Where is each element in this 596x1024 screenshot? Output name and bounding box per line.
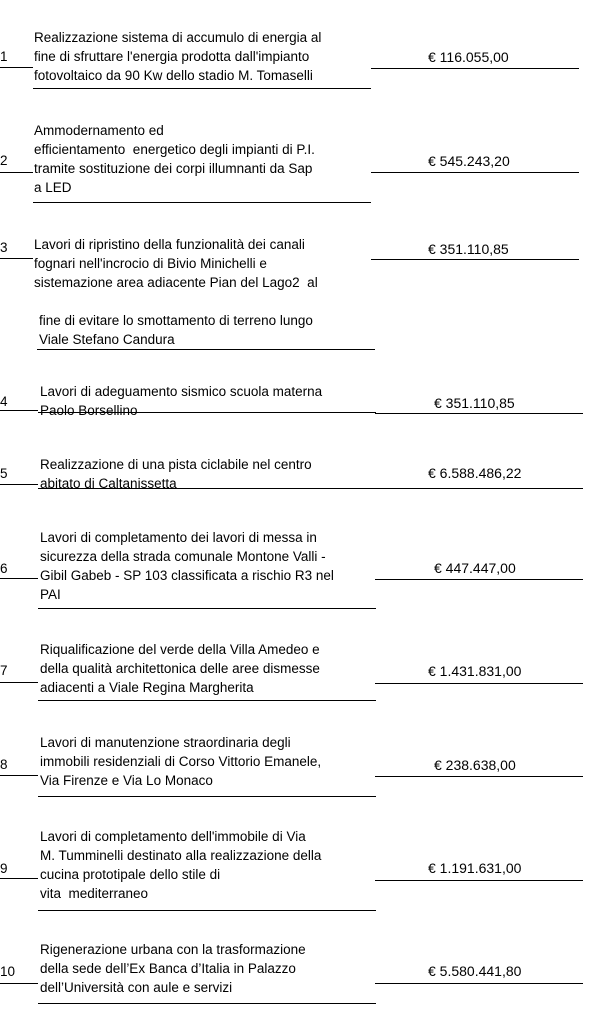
entry-description: Riqualificazione del verde della Villa Amedeo e della qualità architettonica delle aree dismesse adiacenti a Viale Regina Margherita bbox=[40, 642, 320, 695]
description-underline bbox=[33, 88, 371, 89]
entry-description: Realizzazione sistema di accumulo di energia al fine di sfruttare l'energia prodotta dall'impianto fotovoltaico da 90 Kw dello stadio M. Tomaselli bbox=[34, 30, 322, 83]
description-underline bbox=[38, 608, 376, 609]
amount-underline bbox=[375, 579, 583, 580]
entry-amount: € 447.447,00 bbox=[434, 560, 516, 576]
entry-amount: € 238.638,00 bbox=[434, 757, 516, 773]
number-underline bbox=[0, 578, 38, 579]
amount-underline bbox=[371, 172, 579, 173]
entry-number: 5 bbox=[0, 466, 8, 481]
entry-amount: € 545.243,20 bbox=[428, 153, 510, 169]
amount-underline bbox=[375, 880, 583, 881]
entry-description-continued: fine di evitare lo smottamento di terreno lungo Viale Stefano Candura bbox=[39, 313, 313, 347]
entry-number: 9 bbox=[0, 861, 8, 876]
entry-amount: € 6.588.486,22 bbox=[428, 465, 522, 481]
description-underline bbox=[38, 700, 376, 701]
number-underline bbox=[0, 878, 38, 879]
entry-number: 8 bbox=[0, 757, 8, 772]
entry-amount: € 1.431.831,00 bbox=[428, 663, 522, 679]
entry-description: Lavori di ripristino della funzionalità dei canali fognari nell'incrocio di Bivio Minichelli e sistemazione area adiacente Pian del Lago2 al bbox=[34, 237, 318, 290]
entry-number: 10 bbox=[0, 964, 16, 979]
number-underline bbox=[0, 67, 33, 68]
entry-description: Ammodernamento ed efficientamento energetico degli impianti di P.I. tramite sostituzione dei corpi illumnanti da Sap a LED bbox=[34, 123, 315, 195]
description-underline bbox=[38, 1003, 376, 1004]
number-underline bbox=[0, 682, 38, 683]
entry-description: Rigenerazione urbana con la trasformazione della sede dell’Ex Banca d’Italia in Palazzo dell’Università con aule e servizi bbox=[40, 942, 306, 995]
entry-description: Lavori di manutenzione straordinaria degli immobili residenziali di Corso Vittorio Emanele, Via Firenze e Via Lo Monaco bbox=[40, 735, 322, 788]
number-underline bbox=[0, 258, 33, 259]
entry-amount: € 5.580.441,80 bbox=[428, 963, 522, 979]
description-underline bbox=[38, 412, 376, 413]
description-underline bbox=[38, 796, 376, 797]
entry-number: 7 bbox=[0, 663, 8, 678]
description-underline bbox=[33, 202, 371, 203]
description-underline bbox=[38, 488, 376, 489]
number-underline bbox=[0, 410, 38, 411]
entry-number: 1 bbox=[0, 49, 8, 64]
entry-number: 3 bbox=[0, 240, 8, 255]
entry-number: 4 bbox=[0, 394, 8, 409]
amount-underline bbox=[375, 983, 583, 984]
amount-underline bbox=[375, 683, 583, 684]
entry-description: Lavori di completamento dell'immobile di Via M. Tumminelli destinato alla realizzazione della cucina prototipale dello stile di vita mediterraneo bbox=[40, 829, 322, 901]
amount-underline bbox=[371, 259, 579, 260]
entry-amount: € 116.055,00 bbox=[428, 49, 509, 65]
entry-description: Realizzazione di una pista ciclabile nel centro abitato di Caltanissetta bbox=[40, 457, 312, 491]
number-underline bbox=[0, 484, 38, 485]
entry-description: Lavori di completamento dei lavori di messa in sicurezza della strada comunale Montone Valli - Gibil Gabeb - SP 103 classificata a rischio R3 nel PAI bbox=[40, 530, 334, 602]
number-underline bbox=[0, 172, 33, 173]
number-underline bbox=[0, 983, 38, 984]
entry-amount: € 1.191.631,00 bbox=[428, 860, 522, 876]
entry-amount: € 351.110,85 bbox=[434, 395, 515, 411]
entry-number: 2 bbox=[0, 153, 8, 168]
entry-amount: € 351.110,85 bbox=[428, 241, 509, 257]
entry-description: Lavori di adeguamento sismico scuola materna Paolo Borsellino bbox=[40, 384, 323, 418]
amount-underline bbox=[371, 68, 579, 69]
number-underline bbox=[0, 775, 38, 776]
description-underline bbox=[37, 349, 375, 350]
amount-underline bbox=[375, 413, 583, 414]
amount-underline bbox=[375, 776, 583, 777]
amount-underline bbox=[375, 488, 583, 489]
description-underline bbox=[38, 910, 376, 911]
entry-number: 6 bbox=[0, 561, 8, 576]
